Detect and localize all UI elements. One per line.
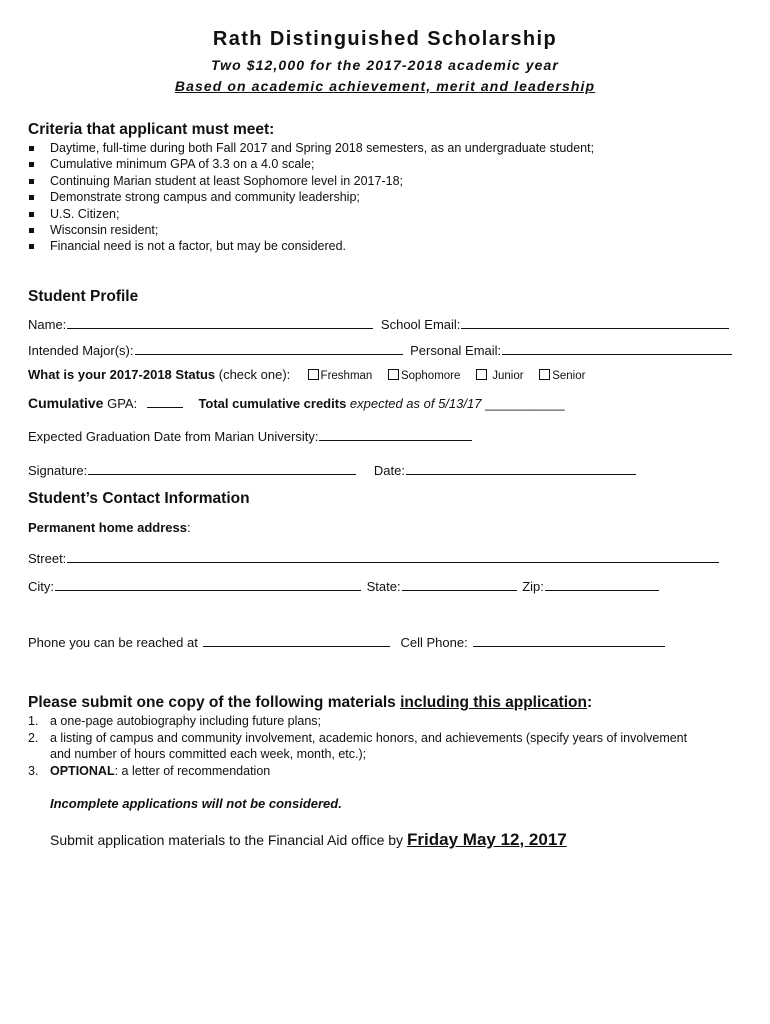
list-item xyxy=(28,238,594,254)
city-label: City: xyxy=(28,579,54,594)
checkbox-icon[interactable] xyxy=(308,369,319,380)
city-field[interactable] xyxy=(55,577,361,591)
name-field[interactable] xyxy=(67,315,373,329)
bullet-square-icon xyxy=(29,212,34,217)
materials-heading-emphasis: including this application xyxy=(400,694,587,711)
address-label: Permanent home address xyxy=(28,520,187,535)
city-row xyxy=(28,577,659,594)
criteria-text: Demonstrate strong campus and community leadership; xyxy=(50,190,360,205)
address-colon: : xyxy=(186,520,191,535)
state-field[interactable] xyxy=(402,577,517,591)
status-option-senior[interactable] xyxy=(539,370,585,382)
bullet-square-icon xyxy=(29,195,34,200)
gpa-label-rest: GPA: xyxy=(103,396,138,411)
deadline-date: Friday May 12, 2017 xyxy=(407,830,567,849)
list-item xyxy=(28,730,700,763)
bullet-square-icon xyxy=(29,179,34,184)
basis-subtitle: Based on academic achievement, merit and leadership xyxy=(174,78,596,94)
date-field[interactable] xyxy=(406,461,636,475)
checkbox-icon[interactable] xyxy=(476,369,487,380)
option-label: Freshman xyxy=(320,370,373,382)
submit-text: Submit application materials to the Financial Aid office by xyxy=(50,832,404,848)
bullet-square-icon xyxy=(29,162,34,167)
bullet-square-icon xyxy=(29,228,34,233)
bullet-square-icon xyxy=(29,244,34,249)
criteria-text: Continuing Marian student at least Sophomore level in 2017-18; xyxy=(50,173,403,188)
criteria-text: U.S. Citizen; xyxy=(50,206,120,221)
item-number: 1. xyxy=(28,714,39,728)
form-title: Rath Distinguished Scholarship xyxy=(212,28,558,50)
gpa-label: Cumulative xyxy=(28,395,104,411)
student-profile-heading: Student Profile xyxy=(28,288,139,305)
criteria-text: Wisconsin resident; xyxy=(50,222,159,237)
bullet-square-icon xyxy=(29,146,34,151)
personal-email-label: Personal Email: xyxy=(410,343,502,358)
personal-email-field[interactable] xyxy=(502,341,732,355)
gpa-row xyxy=(28,394,565,411)
checkbox-icon[interactable] xyxy=(388,369,399,380)
state-label: State: xyxy=(366,579,401,594)
status-option-junior[interactable] xyxy=(476,370,524,382)
item-text: : a letter of recommendation xyxy=(114,763,271,778)
item-text: a one-page autobiography including future plans; xyxy=(50,714,322,728)
option-label: Sophomore xyxy=(400,370,461,382)
status-label-hint: (check one): xyxy=(215,367,291,382)
school-email-label: School Email: xyxy=(380,317,461,332)
list-item xyxy=(28,140,594,156)
list-item xyxy=(28,206,594,222)
criteria-list xyxy=(28,140,594,255)
credits-label: Total cumulative credits xyxy=(198,396,347,411)
street-label: Street: xyxy=(28,551,67,566)
item-text: a listing of campus and community involvement, academic honors, and achievements (specify years of involvement and number of hours committed each week, month, etc.); xyxy=(50,730,688,761)
grad-date-row xyxy=(28,427,472,444)
grad-date-label: Expected Graduation Date from Marian University: xyxy=(28,429,319,444)
name-label: Name: xyxy=(28,317,67,332)
status-option-sophomore[interactable] xyxy=(388,370,460,382)
signature-row xyxy=(28,461,636,478)
street-row xyxy=(28,549,719,566)
phone-row xyxy=(28,633,665,650)
submit-instruction xyxy=(50,830,567,850)
major-label: Intended Major(s): xyxy=(28,343,134,358)
name-row xyxy=(28,315,729,332)
materials-heading-colon: : xyxy=(586,694,593,711)
cell-phone-field[interactable] xyxy=(473,633,665,647)
signature-label: Signature: xyxy=(28,463,88,478)
grad-date-field[interactable] xyxy=(319,427,472,441)
criteria-text: Daytime, full-time during both Fall 2017 and Spring 2018 semesters, as an undergraduate student; xyxy=(50,141,595,155)
item-number: 3. xyxy=(28,763,39,778)
award-subtitle: Two $12,000 for the 2017-2018 academic year xyxy=(211,57,559,73)
criteria-text: Cumulative minimum GPA of 3.3 on a 4.0 scale; xyxy=(50,157,315,172)
cell-phone-label: Cell Phone: xyxy=(400,635,468,650)
date-label: Date: xyxy=(373,463,405,478)
materials-heading xyxy=(28,694,592,712)
list-item xyxy=(28,763,700,780)
credits-field[interactable]: ___________ xyxy=(481,396,565,411)
option-label: Senior xyxy=(552,370,586,382)
criteria-heading: Criteria that applicant must meet: xyxy=(28,121,275,138)
checkbox-icon[interactable] xyxy=(539,369,550,380)
list-item xyxy=(28,222,594,238)
list-item xyxy=(28,173,594,189)
materials-heading-text: Please submit one copy of the following materials xyxy=(28,694,401,711)
street-field[interactable] xyxy=(67,549,719,563)
contact-heading: Student’s Contact Information xyxy=(28,490,250,507)
status-label: What is your 2017-2018 Status xyxy=(28,367,216,382)
criteria-text: Financial need is not a factor, but may be considered. xyxy=(50,239,347,254)
phone-label: Phone you can be reached at xyxy=(28,635,198,650)
item-optional-label: OPTIONAL xyxy=(50,763,115,778)
major-row xyxy=(28,341,732,358)
school-email-field[interactable] xyxy=(461,315,729,329)
phone-field[interactable] xyxy=(203,633,390,647)
credits-label-note: expected as of 5/13/17 xyxy=(346,396,482,411)
list-item xyxy=(28,156,594,172)
status-row xyxy=(28,367,597,382)
materials-list xyxy=(28,713,700,779)
status-option-freshman[interactable] xyxy=(308,370,373,382)
gpa-field[interactable] xyxy=(147,394,183,408)
option-label: Junior xyxy=(492,370,524,382)
list-item xyxy=(28,189,594,205)
signature-field[interactable] xyxy=(88,461,356,475)
list-item xyxy=(28,713,700,730)
address-heading-row xyxy=(28,520,191,535)
zip-field[interactable] xyxy=(545,577,659,591)
major-field[interactable] xyxy=(135,341,403,355)
incomplete-note: Incomplete applications will not be considered. xyxy=(50,796,342,811)
item-number: 2. xyxy=(28,730,39,745)
zip-label: Zip: xyxy=(522,579,544,594)
